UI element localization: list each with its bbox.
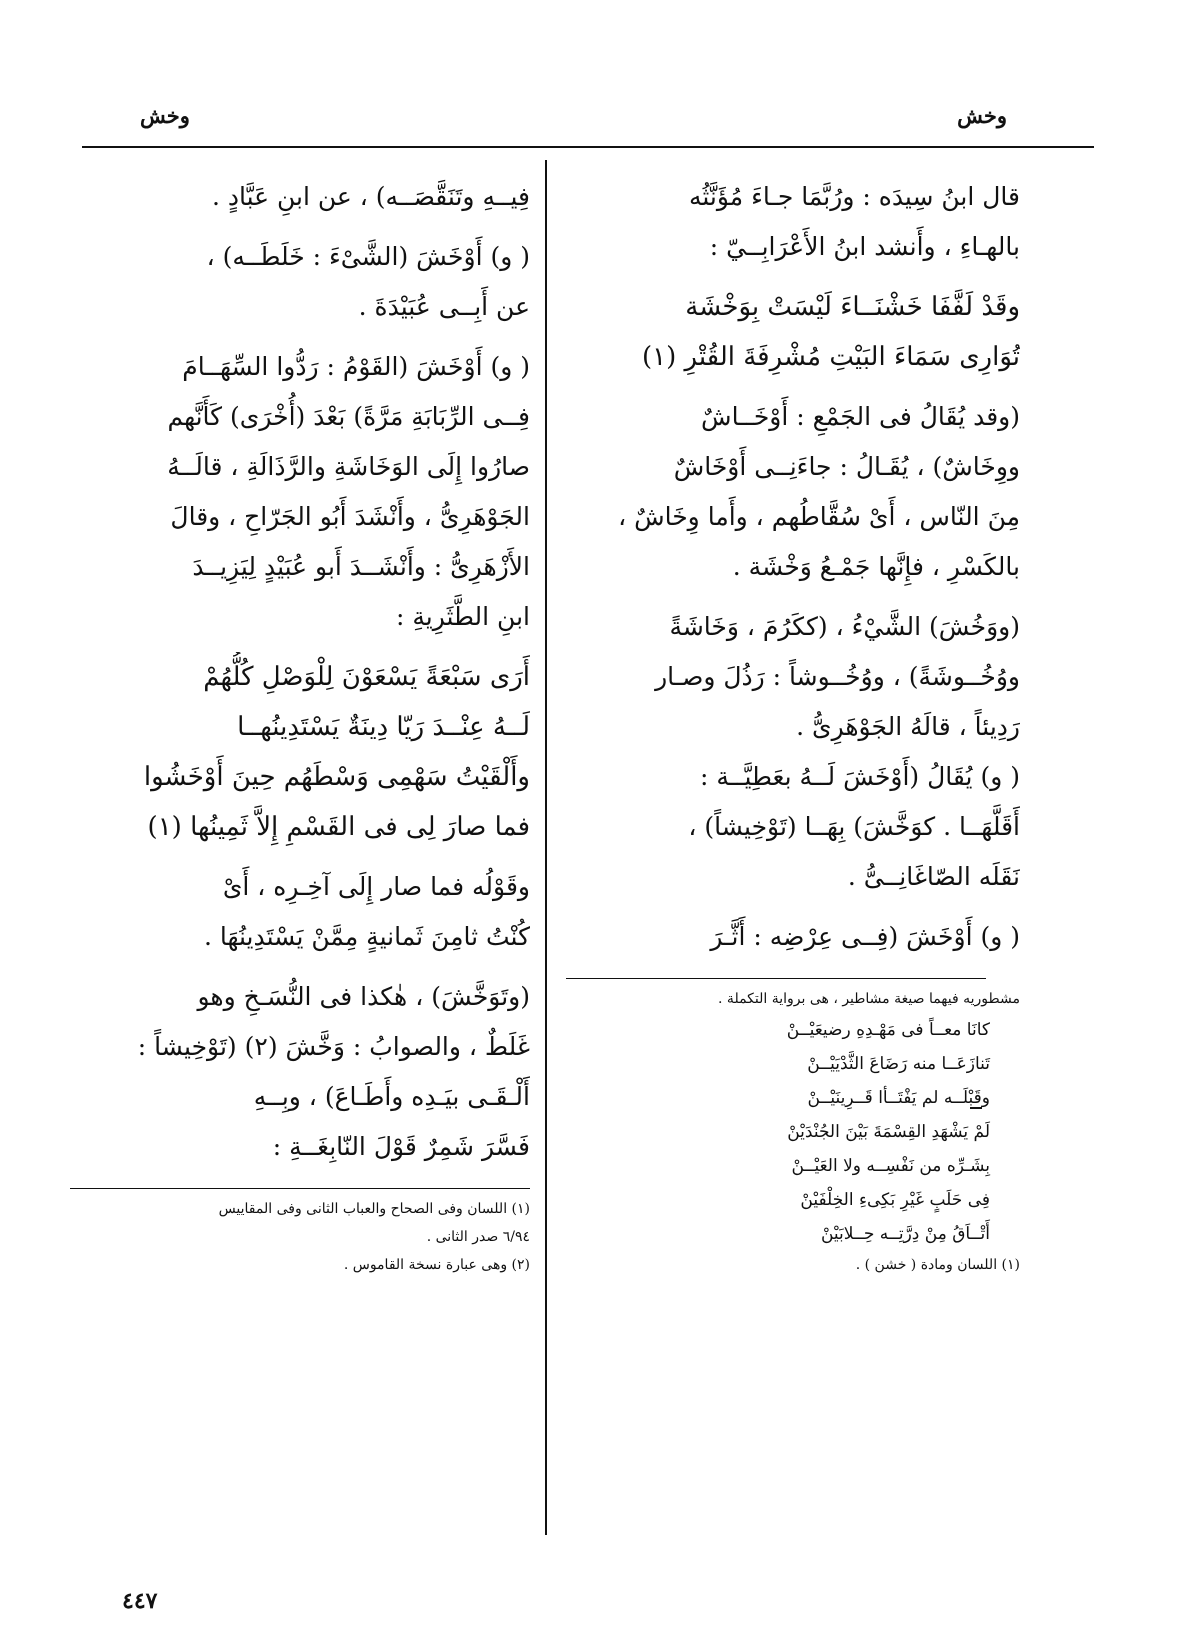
footnote-continuation-dash (970, 1107, 982, 1109)
poem-line-2: لَــهُ عِنْــدَ رَيّا دِينَةٌ يَسْتَدِينُهــا (237, 712, 530, 742)
footnote-verse-7: أَتْــاَقُ مِنْ دِرَّتِــه حِــلابَيْنْ (820, 1224, 990, 1244)
left-line-9: ابنِ الطَّثَرِيةِ : (395, 602, 530, 631)
left-line-12: (وتَوَخَّشَ) ، هٰكذا فى النُّسَـخِ وهو (197, 982, 530, 1011)
right-line-8: بالكَسْرِ ، فإِنَّها جَمْـعُ وَخْشَة . (732, 552, 1020, 581)
left-column (70, 172, 530, 1279)
left-footnote-rule (70, 1188, 530, 1189)
left-line-4: ( و) أَوْخَشَ (القَوْمُ : رَدُّوا السِّهَــامَ (182, 352, 530, 381)
right-line-5: (وقد يُقَالُ فى الجَمْعِ : أَوْخَــاشٌ (701, 402, 1020, 431)
left-line-14: أَلْـقَـى بيَـدِه وأَطَـاعَ) ، وبِــهِ (253, 1082, 530, 1111)
footnote-verse-4: لَمْ يَشْهَدِ القِسْمَةَ بَيْنَ الجُنْدَيْنْ (787, 1122, 990, 1142)
column-divider (545, 160, 547, 1535)
right-line-9: (ووَخُشَ) الشَّيْءُ ، (ككَرُمَ ، وَخَاشَةً (669, 612, 1020, 641)
left-footnote-1b: ٦/٩٤ صدر الثانى . (426, 1229, 530, 1245)
left-poem (70, 652, 530, 852)
left-footnote-1a: (١) اللسان وفى الصحاح والعباب الثانى وفى المقاييس (218, 1201, 530, 1217)
right-line-15: ( و) أَوْخَشَ (فِــى عِرْضِه : أَثَّـرَ (710, 922, 1020, 951)
right-column (566, 172, 1020, 1279)
left-line-11: كُنْتُ ثامِنَ ثَمانيةٍ مِمَّنْ يَسْتَدِينُهَا . (203, 922, 530, 951)
footnote-verse-5: بِشَـرِّه من نَفْسِــه ولا العَيْــنْ (791, 1156, 990, 1176)
right-line-14: نَقَلَه الصّاغَانِــىُّ . (847, 862, 1020, 891)
footnote-verse-3: وقَبْلَــه لم يَفْتَــأا قَــرِينَيْــنْ (807, 1088, 990, 1108)
right-poem (566, 282, 1020, 382)
right-line-3: وقَدْ لَفَّفَا خَشْنَــاءَ لَيْسَتْ بِوَخْشَة (685, 292, 1020, 322)
poem-line-4: فما صارَ لِى فى القَسْمِ إِلاَّ ثَمِينُها (١) (147, 812, 530, 842)
left-line-5: فِــى الرِّبَابَةِ مَرَّةً) بَعْدَ (أُخْرَى) كَأَنَّهم (167, 402, 530, 431)
header-left-word: وخش (140, 103, 190, 128)
footnote-verse-2: تَنازَعَــا منه رَضَاعَ الثَّدْيَيْــنْ (807, 1054, 990, 1074)
footnote-verse-6: فِى حَلَبٍ غَيْرِ بَكِىءِ الخِلْفَيْنْ (800, 1190, 990, 1210)
left-line-10: وقَوْلُه فما صار إِلَى آخِـرِه ، أَىْ (222, 872, 530, 901)
right-footnote-intro: مشطوريه فيهما صيغة مشاطير ، هى برواية التكملة . (718, 991, 1020, 1007)
right-line-2: بالهـاءِ ، وأَنشد ابنُ الأَعْرَابِــيّ : (709, 232, 1020, 261)
left-line-2: ( و) أَوْخَشَ (الشَّىْءَ : خَلَطَــه) ، (206, 242, 530, 271)
poem-line-1: أَرَى سَبْعَةً يَسْعَوْنَ لِلْوَصْلِ كُلُّهُمْ (203, 662, 530, 692)
right-line-13: أَقَلَّهَــا . كوَخَّشَ) بِهَــا (تَوْخِيشاً) ، (688, 812, 1020, 841)
left-line-15: فَسَّرَ شَمِرٌ قَوْلَ النّابِغَــةِ : (272, 1132, 530, 1161)
page-number: ٤٤٧ (122, 1588, 158, 1614)
poem-line-3: وأَلْقَيْتُ سَهْمِى وَسْطَهُم حِينَ أَوْخَشُوا (143, 762, 530, 792)
right-line-6: ووِخَاشٌ) ، يُقَـالُ : جاءَنِــى أَوْخَاشٌ (673, 452, 1020, 481)
left-line-8: الأَزْهَرِىُّ : وأَنْشَــدَ أَبو عُبَيْدٍ لِيَزِيــدَ (192, 552, 530, 581)
right-footnote-rule (566, 978, 986, 979)
right-line-7: مِنَ النّاس ، أَىْ سُقَّاطُهم ، وأَما وِخَاشٌ ، (618, 502, 1020, 531)
header-rule (82, 146, 1094, 148)
right-line-11: رَدِيئاً ، قالَهُ الجَوْهَرِىُّ . (796, 712, 1020, 741)
left-line-1: فِيــهِ وتَنَقَّصَــه) ، عن ابنِ عَبَّادٍ . (211, 182, 530, 211)
header-right-word: وخش (957, 103, 1007, 128)
left-line-13: غَلَطٌ ، والصوابُ : وَخَّشَ (٢) (تَوْخِيشاً : (137, 1032, 530, 1061)
right-line-10: ووُخُــوشَةً) ، ووُخُــوشاً : رَذُلَ وصـار (655, 662, 1020, 691)
left-footnote-2: (٢) وهى عبارة نسخة القاموس . (343, 1257, 530, 1273)
right-footnote-1: (١) اللسان ومادة ( خشن ) . (855, 1257, 1020, 1273)
footnote-verse-1: كانَا معــاً فى مَهْـدِهِ رضيعَيْــنْ (786, 1020, 990, 1040)
left-line-3: عن أَبِــى عُبَيْدَةَ . (358, 292, 530, 321)
left-line-6: صارُوا إِلَى الوَخَاشَةِ والرَّذَالَةِ ، قالَــهُ (167, 452, 530, 481)
left-line-7: الجَوْهَرِىُّ ، وأَنْشَدَ أَبُو الجَرّاحِ ، وقالَ (170, 502, 530, 531)
right-line-4: تُوَارِى سَمَاءَ البَيْتِ مُشْرِفَةَ القُتْرِ (١) (641, 342, 1020, 372)
right-line-12: ( و) يُقَالُ (أَوْخَشَ لَــهُ بعَطِيَّــة : (700, 762, 1020, 791)
right-line-1: قال ابنُ سِيدَه : ورُبَّمَا جـاءَ مُؤَنَّثُه (688, 182, 1020, 211)
